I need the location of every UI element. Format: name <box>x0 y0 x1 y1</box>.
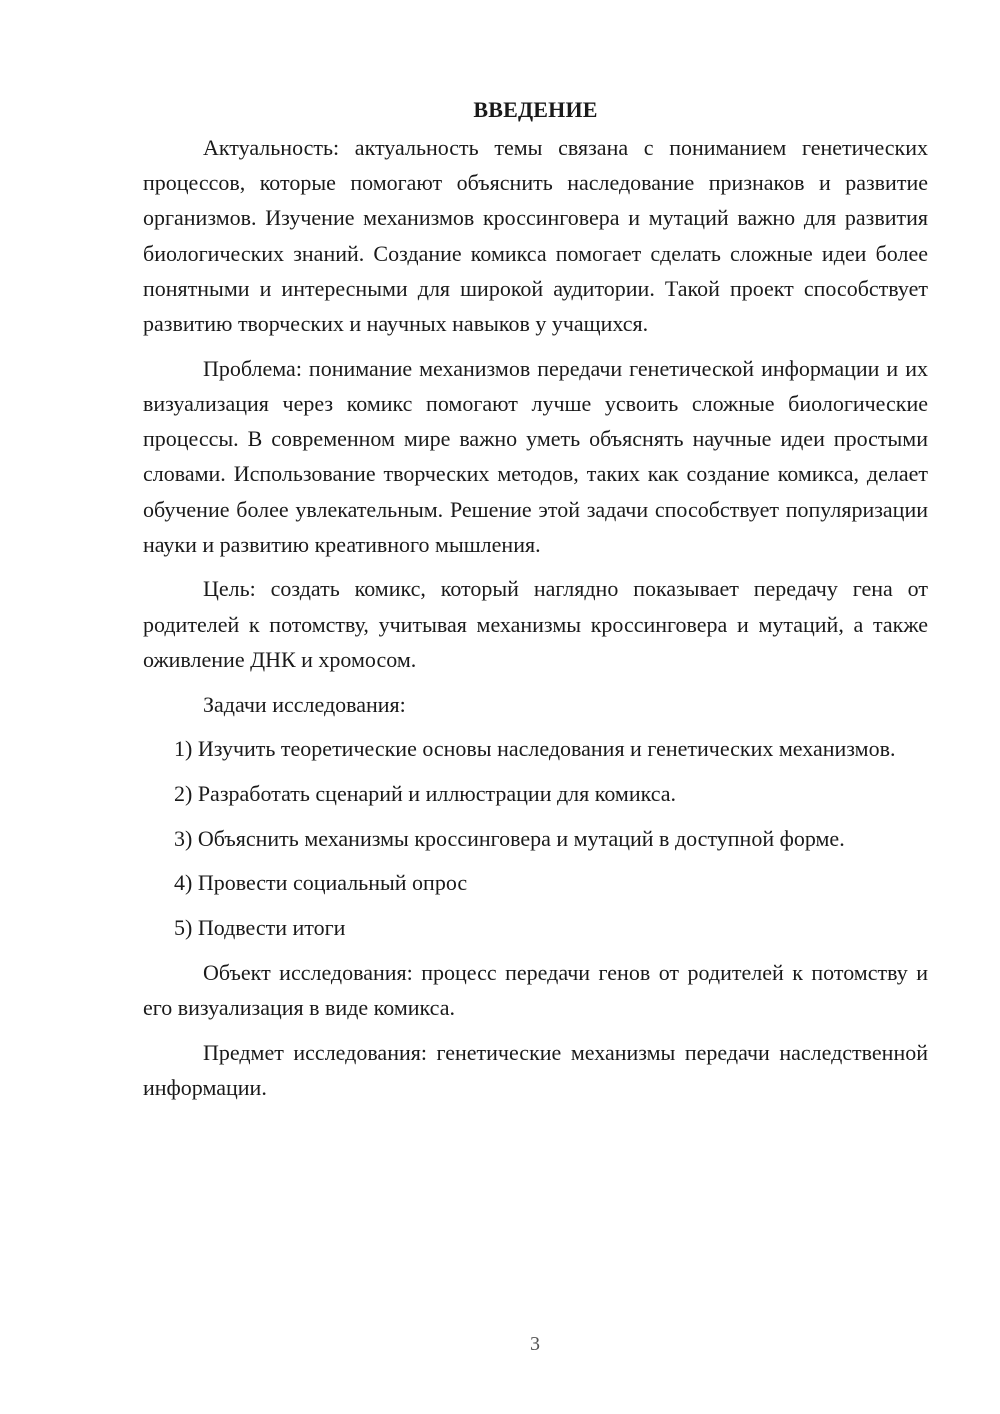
task-item: 3) Объяснить механизмы кроссинговера и мутаций в доступной форме. <box>174 825 845 851</box>
section-heading: ВВЕДЕНИЕ <box>473 97 598 122</box>
task-item: 5) Подвести итоги <box>174 915 346 941</box>
paragraph-object: Объект исследования: процесс передачи генов от родителей к потомству и его визуализация в виде комикса. <box>143 959 928 1020</box>
page-number: 3 <box>530 1333 540 1355</box>
paragraph-relevance: Актуальность: актуальность темы связана с пониманием генетических процессов, которые помогают объяснить наследование признаков и развитие организмов. Изучение механизмов кроссинговера и мутаций важно для развития биологических знаний. Создание комикса помогает сделать сложные идеи более понятными и интересными для широкой аудитории. Такой проект способствует развитию творческих и научных навыков у учащихся. <box>143 135 928 337</box>
task-item: 1) Изучить теоретические основы наследования и генетических механизмов. <box>174 736 896 762</box>
paragraph-problem: Проблема: понимание механизмов передачи генетической информации и их визуализация через комикс помогают лучше усвоить сложные биологические процессы. В современном мире важно уметь объяснять научные идеи простыми словами. Использование творческих методов, таких как создание комикса, делает обучение более увлекательным. Решение этой задачи способствует популяризации науки и развитию креативного мышления. <box>143 355 928 557</box>
paragraph-tasks-heading: Задачи исследования: <box>203 691 406 717</box>
paragraph-goal: Цель: создать комикс, который наглядно показывает передачу гена от родителей к потомству, учитывая механизмы кроссинговера и мутаций, а также оживление ДНК и хромосом. <box>143 576 928 672</box>
task-item: 4) Провести социальный опрос <box>174 870 468 896</box>
paragraph-subject: Предмет исследования: генетические механизмы передачи наследственной информации. <box>143 1039 928 1100</box>
task-item: 2) Разработать сценарий и иллюстрации для комикса. <box>174 780 677 806</box>
page-content <box>143 92 928 1115</box>
